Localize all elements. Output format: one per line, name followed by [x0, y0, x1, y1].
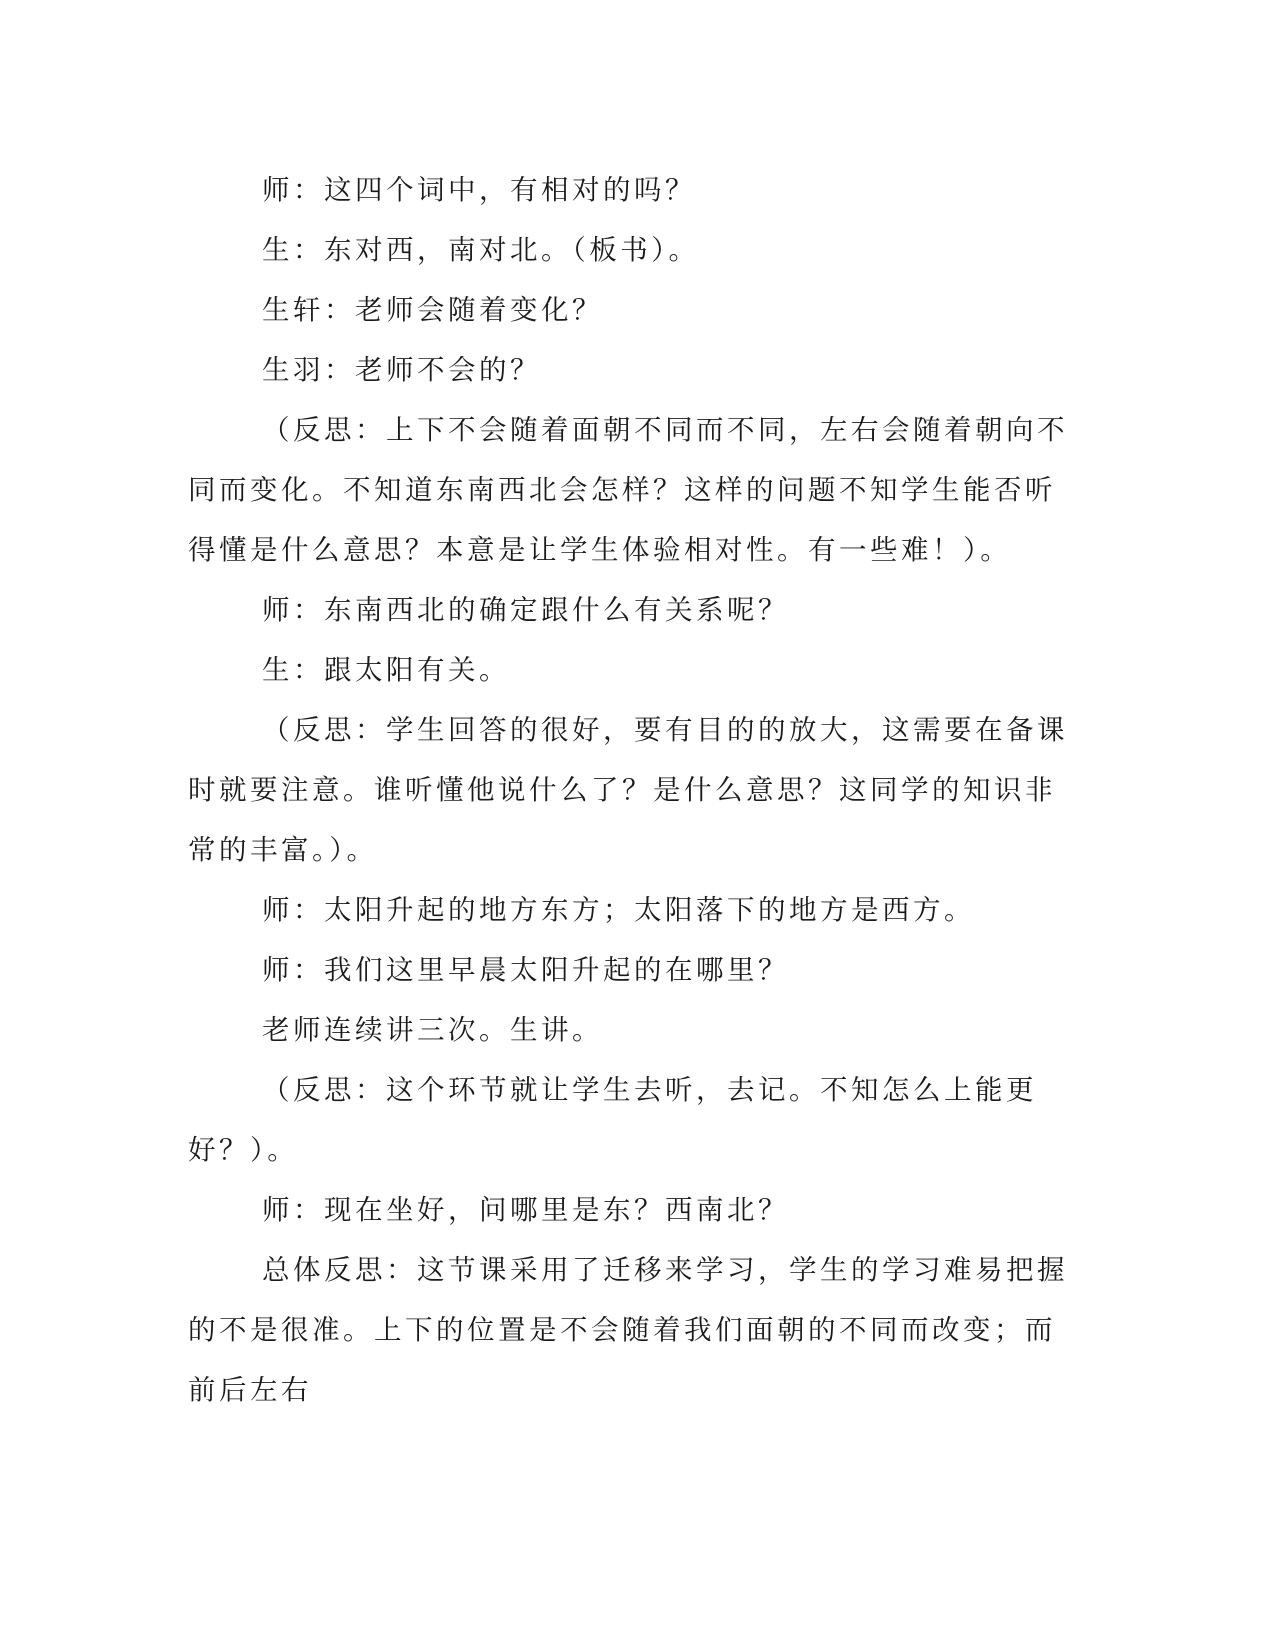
paragraph-2: 生：东对西，南对北。（板书）。 [262, 234, 700, 266]
paragraph-11: 老师连续讲三次。生讲。 [262, 1014, 603, 1046]
reflection-3: （反思：这个环节就让学生去听，去记。不知怎么上能更好？）。 [188, 1074, 1037, 1166]
reflection-1: （反思：上下不会随着面朝不同而不同，左右会随着朝向不同而变化。不知道东南西北会怎样？这样的问题不知学生能否听得懂是什么意思？本意是让学生体验相对性。有一些难！）。 [188, 414, 1068, 566]
paragraph-4: 生羽：老师不会的？ [262, 354, 541, 386]
paragraph-1: 师：这四个词中，有相对的吗？ [262, 174, 696, 206]
paragraph-9: 师：太阳升起的地方东方；太阳落下的地方是西方。 [262, 894, 975, 926]
paragraph-6: 师：东南西北的确定跟什么有关系呢？ [262, 594, 789, 626]
overall-reflection: 总体反思：这节课采用了迁移来学习，学生的学习难易把握的不是很准。上下的位置是不会随着我们面朝的不同而改变；而前后左右 [188, 1254, 1068, 1406]
paragraph-13: 师：现在坐好，问哪里是东？西南北？ [262, 1194, 789, 1226]
paragraph-3: 生轩：老师会随着变化？ [262, 294, 603, 326]
reflection-2: （反思：学生回答的很好，要有目的的放大，这需要在备课时就要注意。谁听懂他说什么了？是什么意思？这同学的知识非常的丰富。）。 [188, 714, 1068, 866]
paragraph-7: 生：跟太阳有关。 [262, 654, 510, 686]
document-body [188, 160, 1068, 1420]
paragraph-10: 师：我们这里早晨太阳升起的在哪里？ [262, 954, 789, 986]
